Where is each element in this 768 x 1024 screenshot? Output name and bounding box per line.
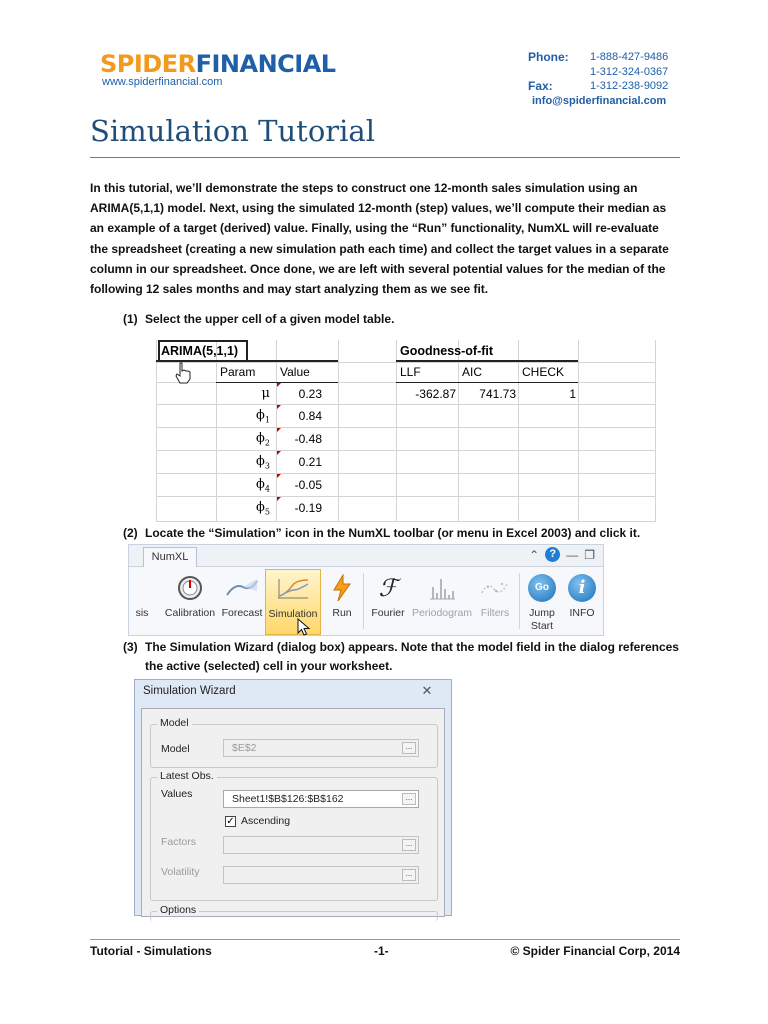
close-icon[interactable]: ✕ xyxy=(421,683,433,698)
phone-label: Phone: xyxy=(528,50,569,64)
ribbon-button-run[interactable]: Run xyxy=(325,569,359,635)
ascending-checkbox[interactable]: ✓ xyxy=(226,816,235,827)
model-group-label: Model xyxy=(157,717,192,729)
fax-label: Fax: xyxy=(528,79,553,93)
value-phi-5: -0.19 xyxy=(294,501,322,515)
volatility-ref-button[interactable]: ... xyxy=(402,869,416,881)
step-3-continued: the active (selected) cell in your worksheet. xyxy=(145,659,393,673)
ribbon-button-calibration[interactable]: Calibration xyxy=(159,569,221,635)
contact-email[interactable]: info@spiderfinancial.com xyxy=(532,94,667,107)
value-mu: 0.23 xyxy=(298,387,322,401)
value-phi-4: -0.05 xyxy=(294,478,322,492)
ribbon-tab-bar xyxy=(129,545,603,567)
model-field[interactable]: $E$2 ... xyxy=(223,739,419,757)
model-ref-button[interactable]: ... xyxy=(402,742,416,754)
dialog-title: Simulation Wizard xyxy=(143,685,236,697)
model-group xyxy=(150,717,438,768)
latest-obs-label: Latest Obs. xyxy=(157,770,217,782)
volatility-label: Volatility xyxy=(161,866,200,878)
volatility-field[interactable] xyxy=(223,866,419,884)
values-label: Values xyxy=(161,788,193,800)
simulation-wizard-dialog xyxy=(134,679,452,916)
gof-check-value: 1 xyxy=(569,387,576,401)
fax-number: 1-312-238-9092 xyxy=(590,80,669,92)
gof-title: Goodness-of-fit xyxy=(400,344,494,358)
numxl-ribbon xyxy=(128,544,604,636)
footer-divider xyxy=(90,939,680,940)
periodogram-icon xyxy=(427,575,457,601)
factors-field[interactable] xyxy=(223,836,419,854)
param-header: Param xyxy=(220,365,256,379)
gauge-icon xyxy=(176,574,204,602)
options-group xyxy=(150,904,438,921)
ribbon-button-forecast[interactable]: Forecast xyxy=(221,569,263,635)
contact-block xyxy=(528,50,678,108)
ribbon-button-simulation[interactable]: Simulation xyxy=(265,569,321,635)
step-2: (2) Locate the “Simulation” icon in the NumXL toolbar (or menu in Excel 2003) and click it. xyxy=(123,526,641,540)
latest-obs-group xyxy=(150,770,438,901)
options-group-label: Options xyxy=(157,904,199,916)
arrow-cursor-icon xyxy=(297,618,311,636)
collapse-ribbon-icon[interactable]: ⌃ xyxy=(529,547,540,562)
factors-ref-button[interactable]: ... xyxy=(402,839,416,851)
logo-url[interactable]: www.spiderfinancial.com xyxy=(102,76,223,88)
info-icon: i xyxy=(568,574,596,602)
param-mu: μ xyxy=(261,386,270,401)
ribbon-button-periodogram[interactable]: Periodogram xyxy=(411,569,473,635)
gof-aic-value: 741.73 xyxy=(479,387,516,401)
filters-icon xyxy=(480,575,510,601)
tab-numxl[interactable]: NumXL xyxy=(143,547,197,567)
simulation-icon xyxy=(276,576,310,602)
go-icon: Go xyxy=(528,574,556,602)
logo-wordmark: SPIDERFINANCIAL xyxy=(100,50,336,78)
footer-copyright: © Spider Financial Corp, 2014 xyxy=(510,944,680,958)
factors-label: Factors xyxy=(161,836,197,848)
dialog-body xyxy=(141,708,445,917)
value-phi-1: 0.84 xyxy=(298,409,322,423)
minimize-icon[interactable]: — xyxy=(566,547,579,562)
values-ref-button[interactable]: ... xyxy=(402,793,416,805)
gof-llf-value: -362.87 xyxy=(415,387,456,401)
footer-page-number: -1- xyxy=(374,944,389,958)
model-table-title-cell[interactable]: ARIMA(5,1,1) xyxy=(158,340,248,362)
step-1: (1) Select the upper cell of a given model table. xyxy=(123,312,395,326)
ribbon-button-fourier[interactable]: ℱ Fourier xyxy=(367,569,409,635)
value-phi-2: -0.48 xyxy=(294,432,322,446)
page-title: Simulation Tutorial xyxy=(90,114,376,148)
lightning-icon xyxy=(331,574,353,602)
ribbon-button-jump-start[interactable]: Go Jump Start xyxy=(523,569,561,635)
param-phi-5: $\phi_5$ xyxy=(256,500,270,517)
spreadsheet-fragment xyxy=(156,340,656,522)
model-label: Model xyxy=(161,743,190,755)
ribbon-button-filters[interactable]: Filters xyxy=(475,569,515,635)
step-3: (3) The Simulation Wizard (dialog box) appears. Note that the model field in the dialog references xyxy=(123,640,679,654)
ribbon-button-info[interactable]: i INFO xyxy=(563,569,601,635)
ascending-label: Ascending xyxy=(241,815,291,827)
fourier-icon: ℱ xyxy=(378,574,398,602)
title-divider xyxy=(90,157,680,158)
param-phi-2: $\phi_2$ xyxy=(256,431,270,448)
gof-header-llf: LLF xyxy=(400,365,421,379)
param-phi-1: $\phi_1$ xyxy=(256,408,270,425)
ribbon-button-analysis[interactable]: sis xyxy=(135,607,149,619)
help-icon[interactable]: ? xyxy=(545,547,560,562)
gof-header-aic: AIC xyxy=(462,365,483,379)
values-field[interactable]: Sheet1!$B$126:$B$162 ... xyxy=(223,790,419,808)
gof-header-check: CHECK xyxy=(522,365,565,379)
ribbon-window-controls xyxy=(529,547,595,562)
phone-number-2: 1-312-324-0367 xyxy=(590,65,669,78)
company-logo xyxy=(100,50,336,88)
phone-number-1: 1-888-427-9486 xyxy=(590,51,669,63)
param-phi-3: $\phi_3$ xyxy=(256,454,270,471)
hand-cursor-icon xyxy=(174,362,192,384)
footer-left: Tutorial - Simulations xyxy=(90,944,212,958)
intro-paragraph: In this tutorial, we’ll demonstrate the steps to construct one 12-month sales simulation using an ARIMA(5,1,1) model. Next, using the simulated 12-month (step) values, we’ll compute their median as an example of a target (derived) value. Finally, using the “Run” functionality, NumXL will re-evaluate the spreadsheet (creating a new simulation path each time) and collect the target values in a separate column in our spreadsheet. Once done, we are left with several potential values for the median of the following 12 sales months and may start analyzing them as we see fit. xyxy=(90,181,669,297)
value-header: Value xyxy=(280,365,310,379)
forecast-icon xyxy=(225,575,259,601)
value-phi-3: 0.21 xyxy=(298,455,322,469)
restore-icon[interactable]: ❐ xyxy=(584,547,595,562)
param-phi-4: $\phi_4$ xyxy=(256,477,270,494)
